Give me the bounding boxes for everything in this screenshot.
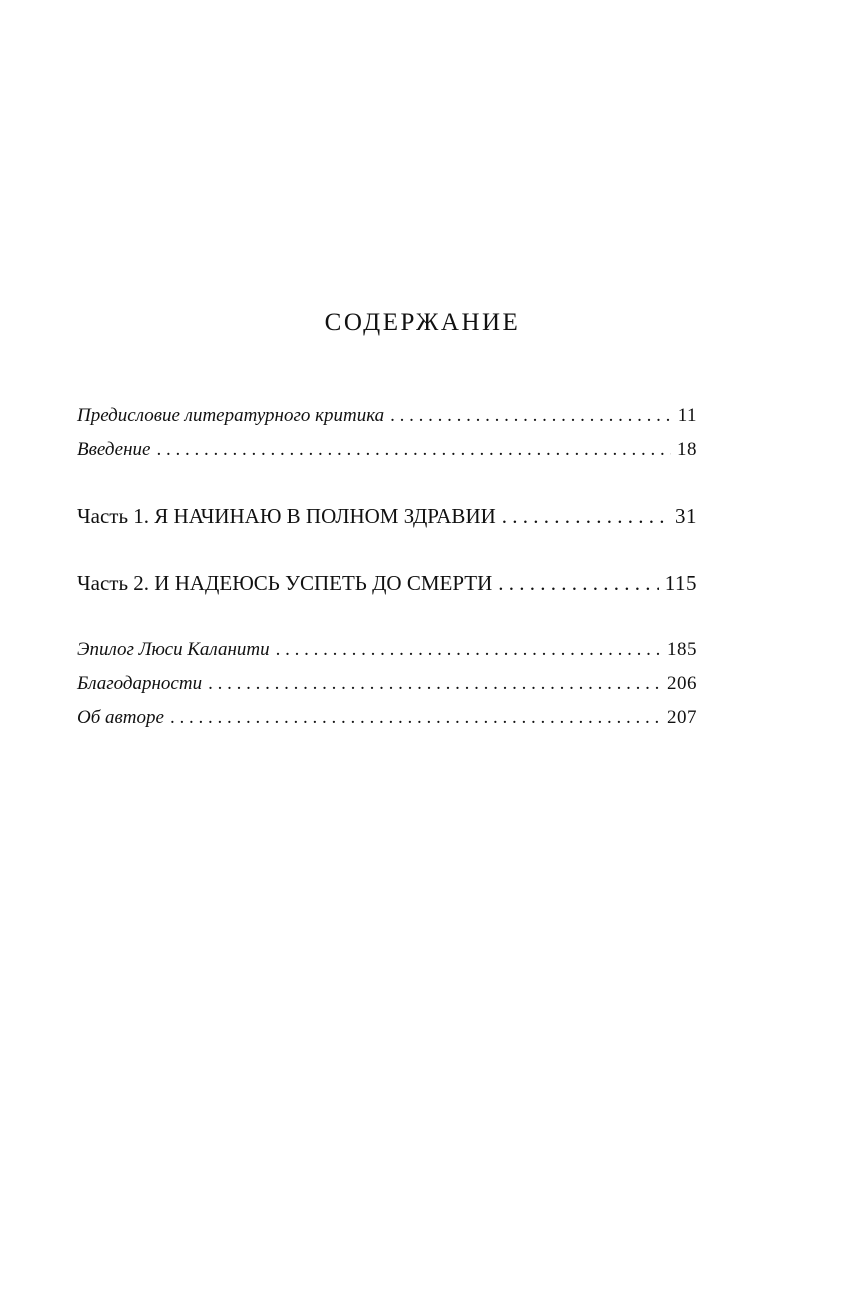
dot-leader [498,570,658,596]
toc-entry-label: Об авторе [77,707,164,728]
dot-leader [170,705,661,731]
table-of-contents [77,0,697,1312]
toc-entry-page-number: 18 [677,439,697,460]
toc-entry-label: Часть 1. Я НАЧИНАЮ В ПОЛНОМ ЗДРАВИИ [77,504,496,528]
toc-entry-page-number: 185 [667,639,697,660]
toc-entry-label: Часть 2. И НАДЕЮСЬ УСПЕТЬ ДО СМЕРТИ [77,571,493,595]
toc-entry-page-number: 11 [677,405,697,426]
toc-entry-part-2 [77,570,697,596]
toc-entry-label: Введение [77,439,151,460]
toc-entry-page-number: 115 [664,571,697,595]
toc-entry-page-number: 207 [667,707,697,728]
toc-entry-foreword [77,403,697,429]
dot-leader [156,437,671,463]
toc-entry-label: Благодарности [77,673,203,694]
toc-entry-label: Предисловие литературного критика [77,405,385,426]
toc-entry-page-number: 206 [667,673,697,694]
toc-entry-page-number: 31 [675,504,697,528]
dot-leader [502,503,669,529]
dot-leader [390,403,672,429]
dot-leader [276,637,661,663]
toc-entry-part-1 [77,503,697,529]
toc-entry-epilogue [77,637,697,663]
toc-entry-acknowledgements [77,671,697,697]
toc-entry-label: Эпилог Люси Каланити [77,639,270,660]
page-title: СОДЕРЖАНИЕ [324,309,521,336]
toc-entry-introduction [77,437,697,463]
toc-entry-about-author [77,705,697,731]
dot-leader [208,671,661,697]
